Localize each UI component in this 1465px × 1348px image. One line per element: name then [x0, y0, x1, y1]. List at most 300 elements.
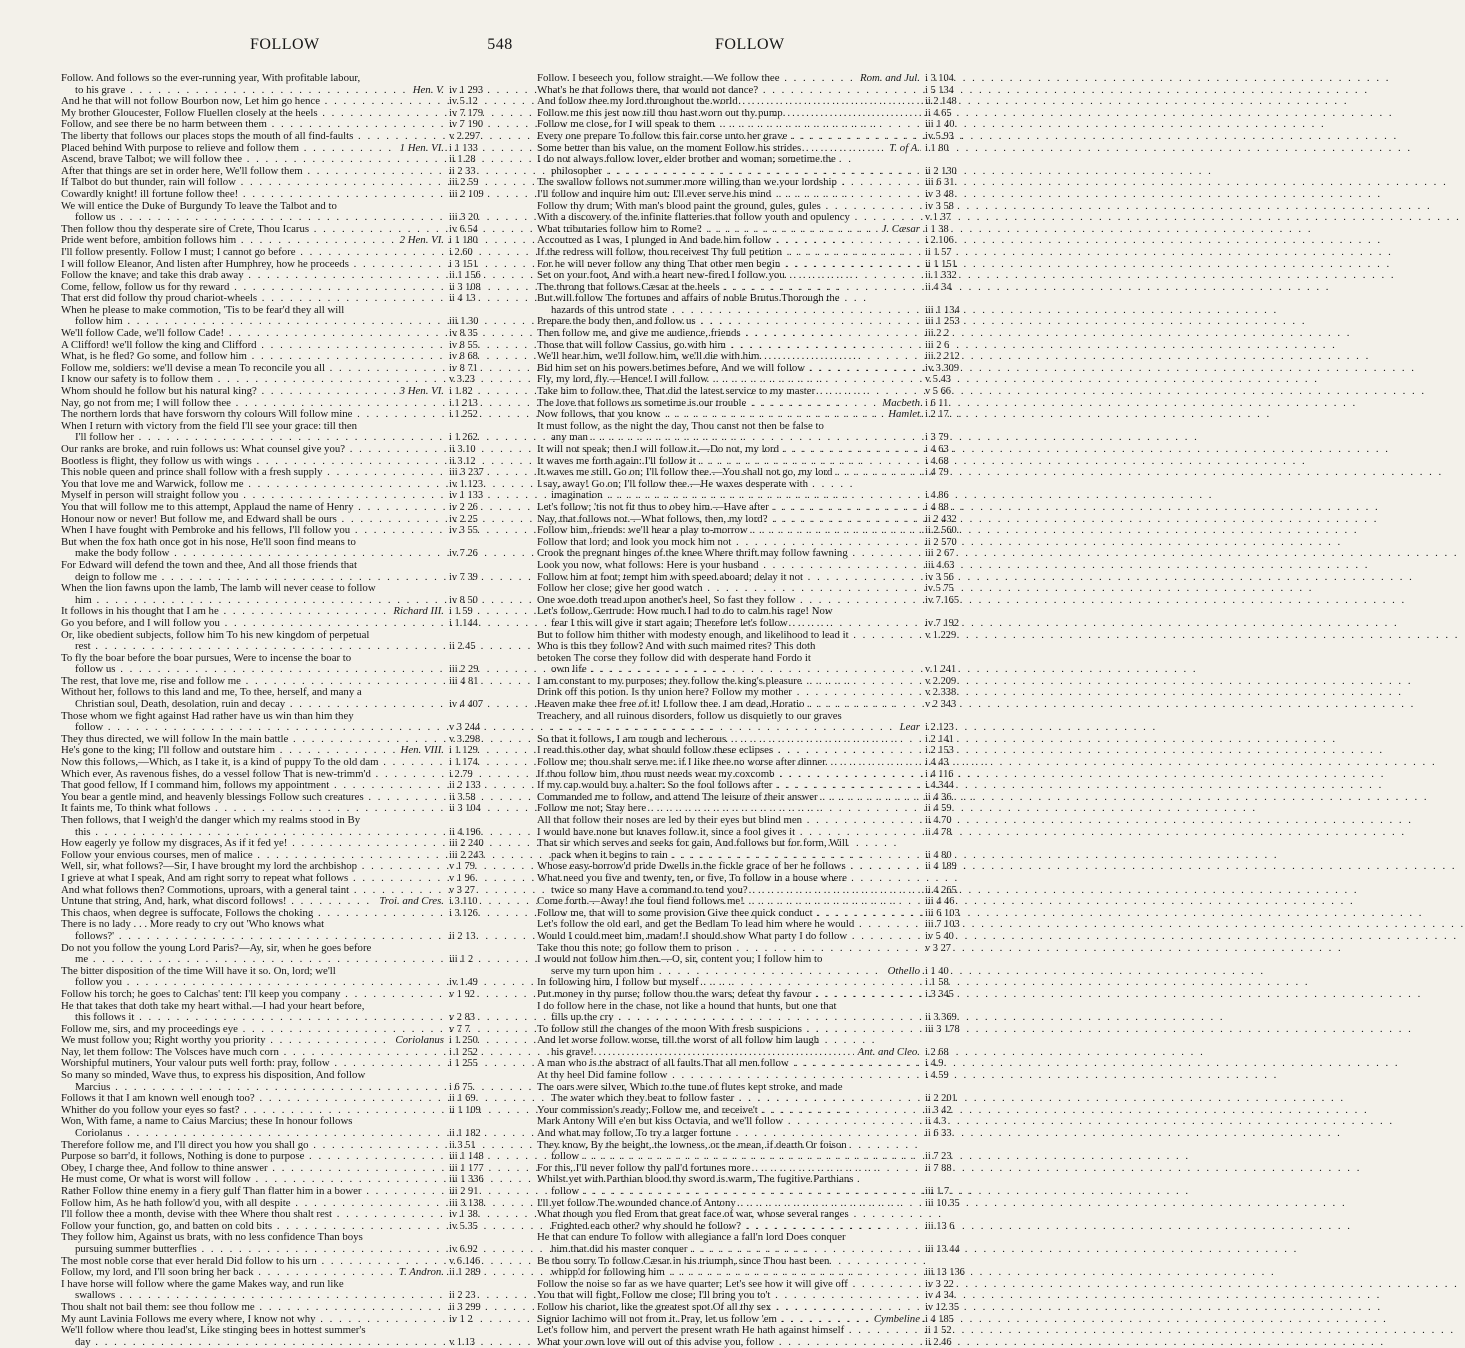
- act-scene-line-reference: ii 1 52: [925, 1325, 952, 1337]
- act-scene-line-reference: v 1 92: [449, 988, 475, 1000]
- quotation-text: Cowardly knight! ill fortune follow thee! . . .: [61, 189, 442, 201]
- act-scene-line-reference: i 4 43: [925, 757, 949, 769]
- concordance-line: [61, 247, 512, 259]
- quotation-text: I do follow here in the chase, not like a hound that hunts, but one that: [537, 999, 837, 1012]
- quotation-text: Let's follow; 'tis not fit thus to obey him.—Have after . . .: [537, 502, 918, 514]
- quotation-text: Whom should he follow but his natural king? . . .: [61, 386, 442, 398]
- act-scene-line-reference: ii 6 33: [925, 1128, 952, 1140]
- act-scene-line-reference: i 1 38: [925, 223, 949, 235]
- quotation-text: You bear a gentle mind, and heavenly blessings Follow such creatures . . .: [61, 792, 442, 804]
- concordance-line: [537, 954, 988, 966]
- quotation-text: With a discovery of the infinite flatteries that follow youth and opulency . . .: [537, 212, 918, 224]
- concordance-line: [61, 189, 512, 201]
- act-scene-line-reference: i 1 252: [449, 1046, 478, 1058]
- quotation-text: Our ranks are broke, and ruin follows us: What counsel give you? . . .: [61, 444, 442, 456]
- quotation-text: And what follows then? Commotions, uproars, with a general taint . . .: [61, 885, 442, 897]
- act-scene-line-reference: iii 2 243: [449, 849, 484, 861]
- act-scene-line-reference: iii 1 7: [925, 1186, 950, 1197]
- act-scene-line-reference: ii 2 23: [449, 1290, 476, 1302]
- quotation-text: Well, sir, what follows?—Sir, I have brought my lord the archbishop . . .: [61, 861, 442, 873]
- play-title: 1 Hen. VI.: [396, 143, 444, 155]
- act-scene-line-reference: iv 3 309: [925, 362, 960, 374]
- quotation-text: That erst did follow thy proud chariot-wheels . . .: [61, 293, 442, 305]
- act-scene-line-reference: iv 3 56: [925, 571, 954, 583]
- act-scene-line-reference: iv 12 35: [925, 1301, 960, 1313]
- concordance-line: [537, 212, 988, 224]
- act-scene-line-reference: ii 2 13: [449, 930, 476, 942]
- act-scene-line-reference: v 2 343: [925, 699, 957, 711]
- act-scene-line-reference: v 2 83: [449, 1012, 475, 1024]
- concordance-line: [537, 444, 988, 456]
- concordance-line: [537, 154, 988, 166]
- act-scene-line-reference: iii 10 35: [925, 1197, 960, 1209]
- quotation-text: Whose easy-borrow'd pride Dwells in the fickle grace of her he follows . . .: [537, 861, 918, 873]
- act-scene-line-reference: iii 2 109: [449, 188, 484, 200]
- act-scene-line-reference: v 3 27: [449, 884, 475, 896]
- concordance-line: [537, 989, 988, 1001]
- act-scene-line-reference: iv 5 12: [449, 96, 478, 108]
- quotation-text: What though you fled From that great face of war, whose several ranges: [537, 1208, 849, 1221]
- quotation-text: They know, By the height, the lowness, or the mean, if dearth Or foison: [537, 1138, 847, 1151]
- concordance-line: [537, 502, 988, 514]
- quotation-text: Thou shalt not bail them: see thou follow me . . .: [61, 1302, 442, 1314]
- quotation-text: I'll follow and inquire him out: I'll ever serve his mind . . .: [537, 189, 918, 201]
- quotation-text: him that did his master conquer . . .: [551, 1244, 918, 1256]
- act-scene-line-reference: ii 2 133: [449, 780, 481, 792]
- quotation-text: If my cap would buy a halter: So the fool follows after . . .: [537, 780, 918, 792]
- act-scene-line-reference: i 1 144: [449, 617, 478, 629]
- act-scene-line-reference: iv 4 34: [925, 1290, 954, 1302]
- play-title: Hamlet: [884, 409, 920, 421]
- quotation-text: When I return with victory from the field I'll see your grace: till then: [61, 419, 358, 432]
- quotation-text: Follow that lord; and look you mock him not . . .: [537, 537, 918, 549]
- quotation-text: All that follow their noses are led by their eyes but blind men . . .: [537, 815, 918, 827]
- quotation-text: follow us . . .: [75, 212, 442, 224]
- quotation-text: At thy heel Did famine follow . . .: [537, 1070, 918, 1082]
- act-scene-line-reference: v 6 146: [449, 1255, 481, 1267]
- quotation-text: Now follows, that you know . . .: [537, 409, 918, 421]
- act-scene-line-reference: ii 2 45: [449, 641, 476, 653]
- act-scene-line-reference: iv 1 2: [449, 1313, 473, 1325]
- quotation-text: Marcius . . .: [75, 1082, 442, 1094]
- quotation-text: The rest, that love me, rise and follow me . . .: [61, 676, 442, 688]
- act-scene-line-reference: iii 2 59: [449, 177, 479, 189]
- quotation-text: Untune that string, And, hark, what discord follows! . . .: [61, 896, 442, 908]
- play-title: Hen. VIII.: [397, 745, 444, 757]
- act-scene-line-reference: i 1 80: [925, 142, 949, 154]
- quotation-text: day . . .: [75, 1337, 442, 1348]
- right-column: [537, 72, 988, 1348]
- quotation-text: The oars were silver, Which to the tune of flutes kept stroke, and made: [537, 1080, 843, 1093]
- act-scene-line-reference: iii 2 6: [925, 339, 950, 351]
- act-scene-line-reference: iii 2 240: [449, 838, 484, 850]
- quotation-text: Signior Iachimo will not from it. Pray, let us follow 'em . . .: [537, 1314, 918, 1326]
- quotation-text: To fly the boar before the boar pursues, Were to incense the boar to: [61, 651, 352, 664]
- act-scene-line-reference: iii 3 237: [449, 467, 484, 479]
- quotation-text: The swallow follows not summer more willing than we your lordship . . .: [537, 177, 918, 189]
- quotation-text: fills up the cry . . .: [551, 1012, 918, 1024]
- quotation-text: me . . .: [75, 954, 442, 966]
- concordance-line: [61, 583, 512, 595]
- quotation-text: rest . . .: [75, 641, 442, 653]
- act-scene-line-reference: i 1 40: [925, 965, 949, 977]
- act-scene-line-reference: iv 3 22: [925, 1278, 954, 1290]
- concordance-line: [61, 502, 512, 514]
- act-scene-line-reference: i 4 63: [925, 444, 949, 455]
- quotation-text: Coriolanus . . .: [75, 1128, 442, 1140]
- quotation-text: Heaven make thee free of it! I follow thee. I am dead, Horatio . . .: [537, 699, 918, 711]
- concordance-line: [537, 1244, 988, 1256]
- act-scene-line-reference: i 2 68: [925, 1046, 949, 1058]
- act-scene-line-reference: iv 1 133: [449, 490, 484, 502]
- act-scene-line-reference: i 1 213: [449, 397, 478, 409]
- act-scene-line-reference: i 3 110: [449, 896, 478, 908]
- act-scene-line-reference: iii 1 253: [925, 316, 960, 328]
- quotation-text: Nay, go not from me; I will follow thee . . .: [61, 398, 442, 410]
- quotation-text: twice so many Have a command to tend you? . . .: [551, 885, 918, 897]
- quotation-text: Who is this they follow? And with such maimed rites? This doth: [537, 640, 816, 653]
- quotation-text: Some better than his value, on the moment Follow his strides . . .: [537, 143, 918, 155]
- quotation-text: Now this follows,—Which, as I take it, is a kind of puppy To the old dam . . .: [61, 757, 442, 769]
- act-scene-line-reference: ii 4 70: [925, 815, 952, 826]
- act-scene-line-reference: iv 4 407: [449, 699, 484, 711]
- act-scene-line-reference: ii 4 265: [925, 884, 957, 896]
- act-scene-line-reference: iv 2 25: [449, 513, 478, 525]
- act-scene-line-reference: ii 3 10: [449, 444, 476, 455]
- act-scene-line-reference: v 1 79: [449, 861, 475, 873]
- quotation-text: What, is he fled? Go some, and follow him . . .: [61, 351, 442, 363]
- act-scene-line-reference: i 1 174: [449, 757, 478, 769]
- quotation-text: Then follow thou thy desperate sire of Crete, Thou Icarus . . .: [61, 224, 442, 236]
- act-scene-line-reference: iii 13 44: [925, 1243, 960, 1255]
- quotation-text: The liberty that follows our places stops the mouth of all find-faults . . .: [61, 131, 442, 143]
- concordance-line: [537, 699, 988, 711]
- act-scene-line-reference: v 2 209: [925, 675, 957, 687]
- act-scene-line-reference: ii 4 80: [925, 849, 952, 861]
- concordance-line: [537, 270, 988, 282]
- quotation-text: I do not always follow lover, elder brother and woman; sometime the: [537, 153, 836, 166]
- act-scene-line-reference: i 4 68: [925, 455, 949, 467]
- act-scene-line-reference: ii 1 69: [449, 1093, 476, 1105]
- quotation-text: Follow me this jest now till thou hast worn out thy pump . . .: [537, 108, 918, 120]
- concordance-line: [537, 1070, 988, 1082]
- quotation-text: After that things are set in order here, We'll follow them . . .: [61, 166, 442, 178]
- act-scene-line-reference: iv 8 50: [449, 594, 478, 606]
- quotation-text: This noble queen and prince shall follow with a fresh supply . . .: [61, 467, 442, 479]
- quotation-text: How eagerly ye follow my disgraces, As if it fed ye! . . .: [61, 838, 442, 850]
- play-title: Lear: [896, 722, 920, 734]
- act-scene-line-reference: iii 13 136: [925, 1267, 965, 1279]
- concordance-line: [537, 73, 988, 85]
- quotation-text: Follow me, sirs, and my proceedings eye . . .: [61, 1024, 442, 1036]
- quotation-text: Ascend, brave Talbot; we will follow thee . . .: [61, 154, 442, 166]
- act-scene-line-reference: ii 3 51: [449, 1139, 476, 1151]
- quotation-text: And what may follow, To try a larger fortune . . .: [537, 1128, 918, 1140]
- quotation-text: A Clifford! we'll follow the king and Clifford . . .: [61, 340, 442, 352]
- concordance-line: [61, 873, 512, 885]
- quotation-text: I know our safety is to follow them . . .: [61, 374, 442, 386]
- act-scene-line-reference: i 1 180: [449, 235, 478, 247]
- quotation-text: But when the fox hath once got in his nose, He'll soon find means to: [61, 535, 356, 548]
- act-scene-line-reference: v 1 13: [449, 1336, 475, 1348]
- act-scene-line-reference: iii 4 46: [925, 896, 955, 908]
- quotation-text: follow you . . .: [75, 977, 442, 989]
- quotation-text: follow . . .: [551, 1151, 918, 1163]
- quotation-text: What need you five and twenty, ten, or five, To follow in a house where: [537, 871, 847, 884]
- quotation-text: Nay, that follows not.—What follows, then, my lord? . . .: [537, 514, 918, 526]
- quotation-text: I'll yet follow The wounded chance of Antony . . .: [537, 1198, 918, 1210]
- act-scene-line-reference: ii 4 59: [925, 803, 952, 815]
- play-title: Othello: [884, 966, 920, 978]
- quotation-text: Follow me not; Stay here . . .: [537, 803, 918, 815]
- quotation-text: Honour now or never! But follow me, and Edward shall be ours . . .: [61, 514, 442, 526]
- act-scene-line-reference: ii 1 109: [449, 1104, 481, 1116]
- quotation-text: And let worse follow worse, till the worst of all follow him laugh: [537, 1034, 820, 1047]
- quotation-text: I would have none but knaves follow it, since a fool gives it . . .: [537, 827, 918, 839]
- concordance-line: [61, 270, 512, 282]
- quotation-text: I grieve at what I speak, And am right sorry to repeat what follows . . .: [61, 873, 442, 885]
- act-scene-line-reference: iv 5 75: [925, 583, 954, 595]
- play-title: T. of A.: [885, 143, 920, 155]
- quotation-text: Without her, follows to this land and me, To thee, herself, and many a: [61, 686, 362, 699]
- act-scene-line-reference: ii 4 36: [925, 791, 952, 803]
- act-scene-line-reference: iii 1 148: [449, 1151, 484, 1163]
- act-scene-line-reference: ii 2 560: [925, 525, 957, 537]
- act-scene-line-reference: iii 4 81: [449, 675, 479, 687]
- quotation-text: It follows in his thought that I am he . . .: [61, 606, 442, 618]
- act-scene-line-reference: i 2 106: [925, 235, 954, 247]
- quotation-text: Those whom we fight against Had rather have us win than him they: [61, 709, 354, 722]
- act-scene-line-reference: iii 2 91: [449, 1186, 479, 1197]
- quotation-text: Mark Antony Will e'en but kiss Octavia, and we'll follow . . .: [537, 1116, 918, 1128]
- act-scene-line-reference: ii 3 299: [449, 1301, 481, 1313]
- quotation-text: We'll follow where thou lead'st, Like stinging bees in hottest summer's: [61, 1324, 366, 1337]
- quotation-text: this follows it . . .: [75, 1012, 442, 1024]
- act-scene-line-reference: ii 2 148: [925, 96, 957, 108]
- quotation-text: We will entice the Duke of Burgundy To leave the Talbot and to: [61, 199, 337, 212]
- quotation-text: Follow his torch; he goes to Calchas' tent: I'll keep you company . . .: [61, 989, 442, 1001]
- quotation-text: Do not you follow the young Lord Paris?—Ay, sir, when he goes before: [61, 941, 372, 954]
- quotation-text: Placed behind With purpose to relieve and follow them . . .: [61, 143, 442, 155]
- quotation-text: For this, I'll never follow thy pall'd fortunes more . . .: [537, 1163, 918, 1175]
- act-scene-line-reference: i 4 9: [925, 1058, 944, 1070]
- act-scene-line-reference: i 1 255: [449, 1058, 478, 1070]
- concordance-line: [537, 386, 988, 398]
- act-scene-line-reference: iv 6 92: [449, 1243, 478, 1255]
- act-scene-line-reference: iii 2 212: [925, 351, 960, 363]
- quotation-text: It waves me forth again: I'll follow it . . .: [537, 456, 918, 468]
- concordance-line: [537, 328, 988, 340]
- quotation-text: follow . . .: [75, 722, 442, 734]
- concordance-line: [61, 1070, 512, 1082]
- play-title: Richard III.: [389, 606, 444, 618]
- concordance-line: [537, 931, 988, 943]
- act-scene-line-reference: v 5 66: [925, 386, 951, 398]
- act-scene-line-reference: i 5 134: [925, 84, 954, 96]
- concordance-line: [61, 618, 512, 630]
- concordance-line: [537, 1128, 988, 1140]
- act-scene-line-reference: iv 6 54: [449, 223, 478, 235]
- act-scene-line-reference: i 1 59: [449, 606, 473, 618]
- quotation-text: The water which they beat to follow faster . . .: [551, 1093, 918, 1105]
- act-scene-line-reference: i 3 104: [925, 73, 954, 84]
- quotation-text: Pride went before, ambition follows him . . .: [61, 235, 442, 247]
- quotation-text: Christian soul, Death, desolation, ruin and decay . . .: [75, 699, 442, 711]
- act-scene-line-reference: iii 1 2: [449, 954, 474, 966]
- concordance-line: [61, 1244, 512, 1256]
- act-scene-line-reference: iii 2 29: [449, 664, 479, 676]
- quotation-text: What's he that follows there, that would not dance? . . .: [537, 85, 918, 97]
- quotation-text: Follow him, As he hath follow'd you, with all despite . . .: [61, 1198, 442, 1210]
- act-scene-line-reference: ii 7 23: [925, 1151, 952, 1163]
- act-scene-line-reference: v 1 96: [449, 872, 475, 884]
- act-scene-line-reference: iv 1 49: [449, 977, 478, 989]
- concordance-line: [537, 131, 988, 143]
- act-scene-line-reference: i 3 79: [925, 432, 949, 444]
- play-title: 2 Hen. VI.: [396, 235, 444, 247]
- quotation-text: But will follow The fortunes and affairs of noble Brutus Thorough the: [537, 292, 840, 305]
- act-scene-line-reference: ii 2 432: [925, 513, 957, 525]
- quotation-text: Follow me, that will to some provision Give thee quick conduct . . .: [537, 908, 918, 920]
- quotation-text: Set on your foot, And with a heart new-fired I follow you . . .: [537, 270, 918, 282]
- quotation-text: follow us . . .: [75, 664, 442, 676]
- quotation-text: Come forth.—Away! the foul fiend follows me! . . .: [537, 896, 918, 908]
- quotation-text: I read this other day, what should follow these eclipses . . .: [537, 745, 918, 757]
- act-scene-line-reference: iv 8 35: [449, 328, 478, 340]
- concordance-line: [61, 1267, 512, 1279]
- act-scene-line-reference: iii 4 63: [925, 559, 955, 571]
- act-scene-line-reference: iv 8 71: [449, 362, 478, 374]
- quotation-text: serve my turn upon him . . .: [551, 966, 918, 978]
- quotation-text: his grave! . . .: [551, 1047, 918, 1059]
- quotation-text: Follow me close, for I will speak to them . . .: [537, 119, 918, 131]
- quotation-text: I'll follow thee a month, devise with thee Where thou shalt rest . . .: [61, 1209, 442, 1221]
- play-title: Coriolanus: [391, 1035, 444, 1047]
- act-scene-line-reference: i 1 82: [449, 386, 473, 398]
- quotation-text: Follow him, friends: we'll hear a play to-morrow . . .: [537, 525, 918, 537]
- quotation-text: I am constant to my purposes; they follow the king's pleasure . . .: [537, 676, 918, 688]
- concordance-line: [61, 212, 512, 224]
- quotation-text: When he please to make commotion, 'Tis to be fear'd they all will: [61, 303, 345, 316]
- act-scene-line-reference: ii 3 104: [449, 803, 481, 815]
- act-scene-line-reference: iv 8 55: [449, 339, 478, 351]
- quotation-text: I will follow Eleanor, And listen after Humphrey, how he proceeds . . .: [61, 259, 442, 271]
- quotation-text: It waves me still. Go on; I'll follow thee.—You shall not go, my lord . . .: [537, 467, 918, 479]
- quotation-text: When I have fought with Pembroke and his fellows, I'll follow you . . .: [61, 525, 442, 537]
- act-scene-line-reference: ii 1 182: [449, 1128, 481, 1140]
- quotation-text: I'll follow her . . .: [75, 432, 442, 444]
- quotation-text: It faints me, To think what follows . . .: [61, 803, 442, 815]
- act-scene-line-reference: ii 1 151: [925, 258, 957, 270]
- quotation-text: Follows it that I am known well enough too? . . .: [61, 1093, 442, 1105]
- quotation-text: Therefore follow me, and I'll direct you how you shall go . . .: [61, 1140, 442, 1152]
- quotation-text: So that it follows, I am rough and lecherous . . .: [537, 734, 918, 746]
- act-scene-line-reference: ii 3 12: [449, 455, 476, 467]
- play-title: Hen. V.: [409, 85, 444, 97]
- act-scene-line-reference: iii 1 134: [925, 304, 960, 316]
- quotation-text: Follow me, soldiers: we'll devise a mean To reconcile you all . . .: [61, 363, 442, 375]
- act-scene-line-reference: i 2 17: [925, 409, 949, 421]
- act-scene-line-reference: i 4 79: [925, 467, 949, 479]
- concordance-line: [61, 560, 512, 572]
- act-scene-line-reference: iv 7 39: [449, 571, 478, 583]
- concordance-line: [537, 583, 988, 595]
- act-scene-line-reference: i 4 86: [925, 490, 949, 502]
- concordance-line: [537, 189, 988, 201]
- act-scene-line-reference: i 4 59: [925, 1070, 949, 1082]
- concordance-line: [61, 1325, 512, 1337]
- act-scene-line-reference: v 3 23: [449, 374, 475, 386]
- concordance-line: [61, 954, 512, 966]
- play-title: Troi. and Cres.: [375, 896, 444, 908]
- play-title: T. Andron.: [395, 1267, 444, 1279]
- quotation-text: Treachery, and all ruinous disorders, follow us disquietly to our graves: [537, 709, 842, 722]
- quotation-text: Follow me; thou shalt serve me: if I like thee no worse after dinner . . .: [537, 757, 918, 769]
- quotation-text: Bootless is flight, they follow us with wings . . .: [61, 456, 442, 468]
- act-scene-line-reference: v 1 229: [925, 629, 957, 641]
- quotation-text: If Talbot do but thunder, rain will follow . . .: [61, 177, 442, 189]
- quotation-text: Put money in thy purse; follow thou the wars; defeat thy favour . . .: [537, 989, 918, 1001]
- quotation-text: Follow your function, go, and batten on cold bits . . .: [61, 1221, 442, 1233]
- play-title: Macbeth: [878, 398, 920, 410]
- act-scene-line-reference: ii 1 28: [449, 154, 476, 166]
- concordance-line: [537, 560, 988, 572]
- left-column: [61, 72, 512, 1348]
- quotation-text: That good fellow, If I command him, follows my appointment . . .: [61, 780, 442, 792]
- quotation-text: For he will never follow any thing That other men begin . . .: [537, 259, 918, 271]
- quotation-text: hazards of this untrod state . . .: [551, 305, 918, 317]
- quotation-text: We'll follow Cade, we'll follow Cade! . . .: [61, 328, 442, 340]
- act-scene-line-reference: v 1 241: [925, 664, 957, 676]
- quotation-text: Bid him set on his powers betimes before, And we will follow . . .: [537, 363, 918, 375]
- act-scene-line-reference: iv 8 68: [449, 351, 478, 363]
- act-scene-line-reference: v 3 298: [449, 733, 481, 745]
- act-scene-line-reference: i 1 262: [449, 432, 478, 444]
- concordance-line: [61, 444, 512, 456]
- quotation-text: This chaos, when degree is suffocate, Follows the choking . . .: [61, 908, 442, 920]
- play-title: J. Cæsar: [878, 224, 920, 236]
- act-scene-line-reference: ii 4 34: [925, 281, 952, 293]
- act-scene-line-reference: ii 2 570: [925, 536, 957, 548]
- act-scene-line-reference: ii 4 196: [449, 826, 481, 838]
- act-scene-line-reference: ii 2 130: [925, 165, 957, 177]
- quotation-text: Follow the noise so far as we have quarter; Let's see how it will give off . . .: [537, 1279, 918, 1291]
- page-number: 548: [487, 36, 513, 53]
- quotation-text: And he that will not follow Bourbon now, Let him go hence . . .: [61, 96, 442, 108]
- act-scene-line-reference: iii 2 67: [925, 548, 955, 560]
- quotation-text: The most noble corse that ever herald Did follow to his urn . . .: [61, 1256, 442, 1268]
- quotation-text: But to follow him thither with modesty enough, and likelihood to lead it . . .: [537, 630, 918, 642]
- quotation-text: I'll follow presently. Follow I must; I cannot go before . . .: [61, 247, 442, 259]
- concordance-line: [61, 131, 512, 143]
- act-scene-line-reference: i 3 151: [449, 258, 478, 270]
- quotation-text: So many so minded, Wave thus, to express his disposition, And follow: [61, 1069, 366, 1082]
- act-scene-line-reference: v 2 338: [925, 687, 957, 699]
- act-scene-line-reference: ii 4 78: [925, 826, 952, 838]
- act-scene-line-reference: i 2 123: [925, 722, 954, 734]
- play-title: Ant. and Cleo.: [854, 1047, 920, 1059]
- quotation-text: To follow still the changes of the moon With fresh suspicions . . .: [537, 1024, 918, 1036]
- act-scene-line-reference: v 5 43: [925, 374, 951, 386]
- quotation-text: One woe doth tread upon another's heel, So fast they follow . . .: [537, 595, 918, 607]
- act-scene-line-reference: i 3 345: [925, 988, 954, 1000]
- quotation-text: Go you before, and I will follow you . . .: [61, 618, 442, 630]
- quotation-text: Follow thy drum; With man's blood paint the ground, gules, gules . . .: [537, 201, 918, 213]
- act-scene-line-reference: iii 1 30: [449, 316, 479, 328]
- act-scene-line-reference: iii 7 103: [925, 919, 960, 931]
- act-scene-line-reference: i 4 185: [925, 1313, 954, 1325]
- quotation-text: He that takes that doth take my heart withal.—I had your heart before,: [61, 999, 365, 1012]
